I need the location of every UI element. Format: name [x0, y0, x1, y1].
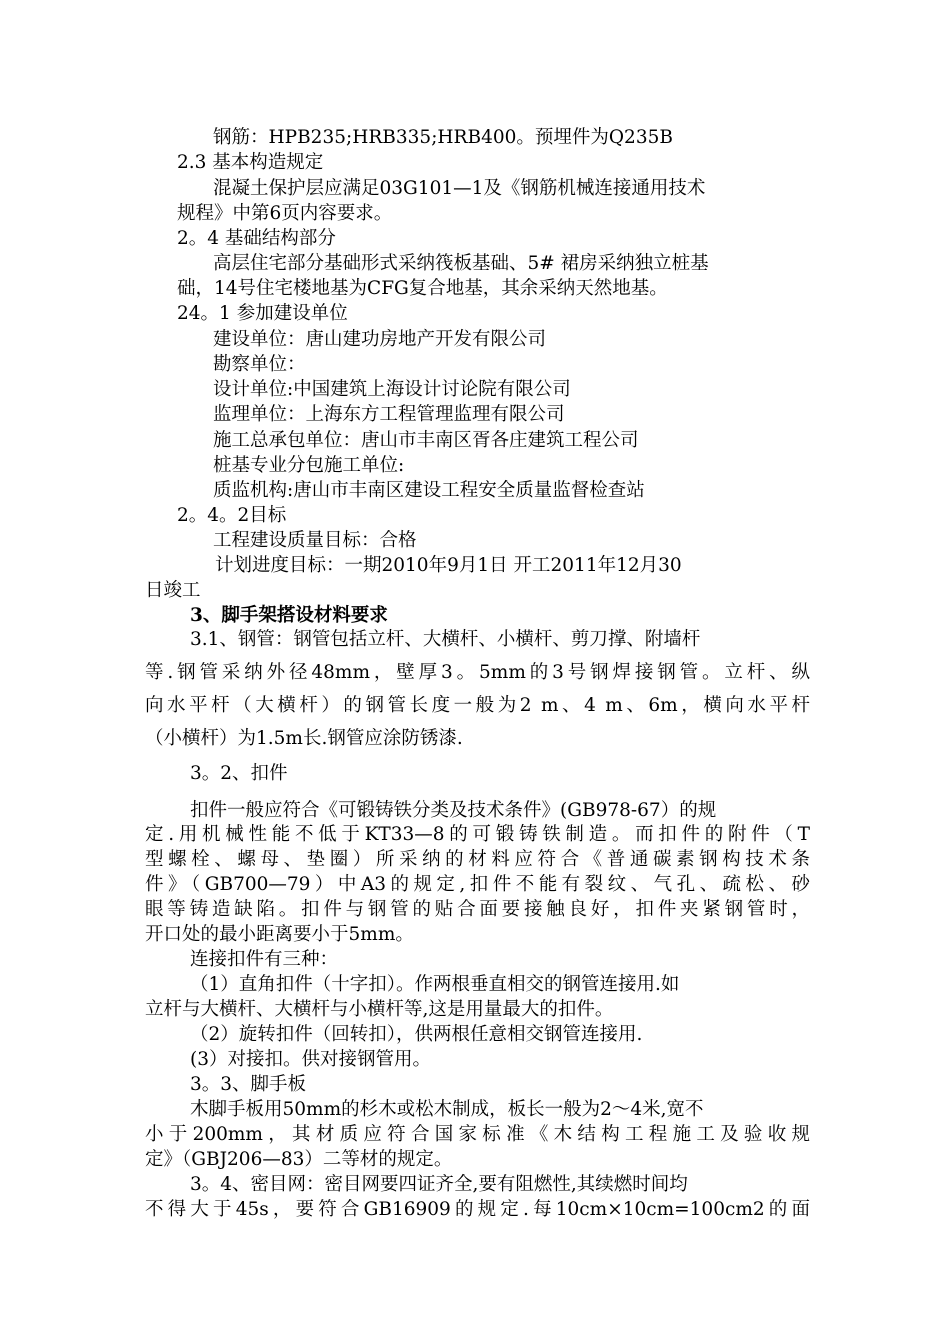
unit-line: 设计单位:中国建筑上海设计讨论院有限公司 [213, 379, 571, 400]
unit-line: 建设单位：唐山建功房地产开发有限公司 [213, 329, 547, 350]
text-line: 扣件一般应符合《可锻铸铁分类及技术条件》(GB978-67）的规 [190, 800, 717, 821]
text-line: 开口处的最小距离要小于5mm。 [145, 924, 414, 945]
text-line: 连接扣件有三种： [190, 949, 339, 970]
text-line: 混凝土保护层应满足03G101—1及《钢筋机械连接通用技术 [213, 178, 706, 199]
text-line: 高层住宅部分基础形式采纳筏板基础、5# 裙房采纳独立桩基 [213, 253, 709, 274]
text-line: 木脚手板用50mm的杉木或松木制成，板长一般为2～4米,宽不 [190, 1099, 704, 1120]
text-line: （2）旋转扣件（回转扣），供两根任意相交钢管连接用. [190, 1024, 643, 1045]
section-heading-3-3: 3。3、脚手板 [190, 1074, 307, 1095]
text-line: 件》（GB700—79）中A3的规定,扣件不能有裂纹、气孔、疏松、砂 [145, 874, 810, 895]
section-heading-2-4: 2。4 基础结构部分 [177, 228, 336, 249]
section-heading-2-4-2: 2。4。2目标 [177, 505, 287, 526]
text-line: 眼等铸造缺陷。扣件与钢管的贴合面要接触良好，扣件夹紧钢管时， [145, 899, 810, 920]
unit-line: 施工总承包单位：唐山市丰南区胥各庄建筑工程公司 [213, 430, 639, 451]
unit-line: 桩基专业分包施工单位: [213, 455, 405, 476]
text-line: 立杆与大横杆、大横杆与小横杆等,这是用量最大的扣件。 [145, 999, 614, 1020]
text-line: 工程建设质量目标：合格 [213, 530, 417, 551]
text-line: 日竣工 [145, 580, 201, 601]
text-line: 3。4、密目网：密目网要四证齐全,要有阻燃性,其续燃时间均 [190, 1174, 688, 1195]
section-heading-3: 3、脚手架搭设材料要求 [190, 605, 388, 626]
unit-line: 勘察单位： [213, 354, 306, 375]
unit-line: 监理单位：上海东方工程管理监理有限公司 [213, 404, 565, 425]
text-line: 不得大于45s，要符合GB16909的规定.每10cm×10cm=100cm2的面 [145, 1199, 810, 1220]
section-heading-3-2: 3。2、扣件 [190, 763, 288, 784]
text-line: 定.用机械性能不低于KT33—8的可锻铸铁制造。而扣件的附件（T [145, 824, 810, 845]
section-heading-2-4-1: 24。1 参加建设单位 [177, 303, 348, 324]
text-line: （1）直角扣件（十字扣）。作两根垂直相交的钢管连接用.如 [190, 974, 680, 995]
rebar-spec-line: 钢筋：HPB235;HRB335;HRB400。预埋件为Q235B [213, 127, 673, 148]
text-line: (3）对接扣。供对接钢管用。 [190, 1049, 431, 1070]
text-line: 础，14号住宅楼地基为CFG复合地基，其余采纳天然地基。 [177, 278, 668, 299]
text-line: 计划进度目标：一期2010年9月1日 开工2011年12月30 [215, 555, 682, 576]
unit-line: 质监机构:唐山市丰南区建设工程安全质量监督检查站 [213, 480, 645, 501]
text-line: 向水平杆（大横杆）的钢管长度一般为2 m、4 m、6m，横向水平杆 [145, 695, 810, 716]
text-line: 规程》中第6页内容要求。 [177, 203, 393, 224]
text-line: 型螺栓、螺母、垫圈）所采纳的材料应符合《普通碳素钢构技术条 [145, 849, 810, 870]
text-line: 定》（GBJ206—83）二等材的规定。 [145, 1149, 453, 1170]
text-line: （小横杆）为1.5m长.钢管应涂防锈漆. [145, 728, 463, 749]
section-heading-2-3: 2.3 基本构造规定 [177, 152, 324, 173]
text-line: 小于200mm，其材质应符合国家标准《木结构工程施工及验收规 [145, 1124, 810, 1145]
text-line: 等.钢管采纳外径48mm，壁厚3。5mm的3号钢焊接钢管。立杆、纵 [145, 662, 810, 683]
text-line: 3.1、钢管：钢管包括立杆、大横杆、小横杆、剪刀撑、附墙杆 [190, 629, 701, 650]
